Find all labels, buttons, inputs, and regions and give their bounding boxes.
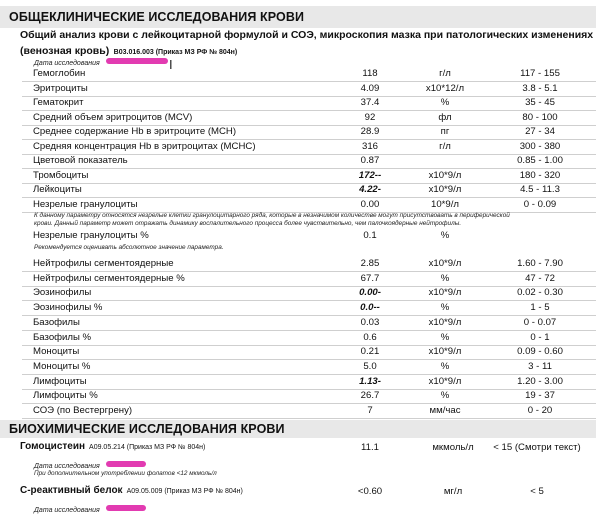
row-ref: 0 - 0.07	[523, 316, 557, 328]
row-ref: 3.8 - 5.1	[522, 82, 558, 94]
row-ref: 35 - 45	[525, 97, 555, 108]
redaction-mark	[106, 58, 168, 64]
row-value: 0.21	[360, 346, 380, 358]
homocysteine-value: 11.1	[361, 442, 379, 453]
row-unit: x10*9/л	[428, 346, 462, 358]
crp-value: <0.60	[357, 486, 383, 497]
biochem-row-crp	[0, 484, 596, 498]
row-value: 0.6	[363, 331, 377, 343]
table-row	[0, 374, 596, 389]
row-ref: 0.85 - 1.00	[517, 155, 563, 166]
crp-unit: мг/л	[443, 486, 463, 497]
row-ref: 80 - 100	[522, 111, 558, 123]
table-row	[0, 139, 596, 154]
row-name: Моноциты %	[33, 360, 91, 372]
row-value: 26.7	[360, 390, 380, 402]
row-name: СОЭ (по Вестергрену)	[33, 405, 133, 416]
table-row	[0, 315, 596, 330]
row-name: Гематокрит	[33, 97, 84, 108]
table-row	[0, 124, 596, 139]
table-row	[0, 256, 596, 271]
test-title-line1: Общий анализ крови с лейкоцитарной формулой и СОЭ, микроскопия мазка при патологических изменениях	[20, 29, 594, 41]
row-unit: %	[440, 230, 450, 241]
row-name: Среднее содержание Hb в эритроците (MCH)	[33, 126, 237, 137]
row-name: Гемоглобин	[33, 68, 86, 79]
homocysteine-ref: < 15 (Смотри текст)	[493, 442, 581, 453]
row-unit: x10*9/л	[428, 375, 462, 387]
row-unit: мм/час	[429, 405, 461, 416]
row-unit: %	[440, 302, 450, 314]
row-ref: 300 - 380	[519, 140, 561, 152]
row-ref: 47 - 72	[525, 272, 555, 284]
row-name: Моноциты	[33, 346, 80, 358]
table-row	[0, 168, 596, 183]
row-unit: x10*9/л	[428, 287, 462, 299]
row-value: 67.7	[360, 272, 380, 284]
row-name: Лейкоциты	[33, 184, 82, 195]
row-name: Лимфоциты	[33, 375, 87, 387]
table-row	[0, 359, 596, 374]
crp-code: A09.05.009 (Приказ МЗ РФ № 804н)	[126, 488, 243, 495]
row-name: Нейтрофилы сегментоядерные	[33, 258, 174, 269]
row-unit: %	[440, 360, 450, 372]
table-row	[0, 271, 596, 286]
row-value: 0.03	[360, 316, 380, 328]
crp-ref: < 5	[530, 486, 544, 497]
row-unit: пг	[440, 126, 450, 137]
row-value: 0.0--	[360, 302, 380, 314]
row-name: Эритроциты	[33, 82, 88, 94]
row-value: 316	[361, 140, 378, 152]
row-ref: 117 - 155	[520, 68, 560, 79]
row-value: 118	[362, 68, 378, 79]
row-unit: x10*9/л	[428, 169, 462, 181]
row-name: Средняя концентрация Hb в эритроцитах (MCHC)	[33, 140, 256, 152]
row-name: Эозинофилы %	[33, 302, 103, 314]
row-unit: %	[440, 97, 450, 108]
row-unit: фл	[438, 111, 452, 123]
row-ref: 0 - 1	[530, 331, 550, 343]
table-row	[0, 300, 596, 315]
row-value: 0.00	[360, 198, 380, 210]
row-unit: %	[440, 331, 450, 343]
row-ref: 0 - 0.09	[523, 198, 557, 210]
row-value: 172--	[358, 169, 382, 181]
table-row	[0, 330, 596, 345]
homocysteine-unit: мкмоль/л	[432, 442, 474, 453]
row-unit: x10*12/л	[425, 82, 465, 94]
row-value: 2.85	[360, 258, 380, 269]
row-ref: 0 - 20	[527, 405, 553, 416]
row-value: 4.22-	[359, 184, 381, 195]
table-row	[0, 153, 596, 168]
row-value: 0.1	[363, 230, 377, 241]
row-value: 37.4	[360, 97, 380, 108]
row-unit: x10*9/л	[428, 184, 462, 195]
row-name: Цветовой показатель	[33, 155, 128, 166]
test-title-line2: (венозная кровь)	[20, 45, 110, 57]
row-value: 92	[364, 111, 376, 123]
row-value: 28.9	[360, 126, 380, 137]
row-name: Базофилы %	[33, 331, 92, 343]
table-row	[0, 110, 596, 125]
section-title-general-blood: ОБЩЕКЛИНИЧЕСКИЕ ИССЛЕДОВАНИЯ КРОВИ	[9, 10, 305, 24]
table-row	[0, 81, 596, 96]
table-row	[0, 388, 596, 403]
table-row	[0, 403, 596, 418]
row-ref: 1 - 5	[530, 302, 550, 314]
table-row	[0, 197, 596, 212]
row-value: 1.13-	[359, 375, 381, 387]
test-code: B03.016.003 (Приказ МЗ РФ № 804н)	[113, 49, 238, 56]
homocysteine-note: При дополнительном употреблении фолатов <12 мкмоль/л	[34, 470, 217, 477]
date-label: Дата исследования	[34, 463, 100, 470]
note-immature-granulocytes-line2: крови. Данный параметр может отражать динамику воспалительного процесса более чувствительно, чем палочкоядерные нейтрофилы.	[34, 220, 462, 227]
row-ref: 3 - 11	[528, 360, 552, 372]
row-name: Лимфоциты %	[33, 390, 98, 402]
row-value: 4.09	[360, 82, 380, 94]
note-immature-granulocytes-line1: К данному параметру относятся незрелые клетки гранулоцитарного ряда, которые в незначимом количестве могут присутствовать в периферической	[34, 212, 510, 219]
row-unit: г/л	[439, 140, 451, 152]
homocysteine-code: A09.05.214 (Приказ МЗ РФ № 804н)	[89, 444, 206, 451]
row-ref: 1.60 - 7.90	[517, 258, 563, 269]
biochem-name	[20, 441, 205, 452]
crp-name: С-реактивный белок	[20, 485, 123, 496]
date-label: Дата исследования	[34, 60, 100, 67]
biochem-name	[20, 485, 243, 496]
row-name: Тромбоциты	[33, 169, 89, 181]
table-row	[0, 285, 596, 300]
row-value: 0.00-	[359, 287, 381, 299]
row-name: Незрелые гранулоциты	[33, 198, 138, 210]
row-unit: 10*9/л	[430, 198, 459, 210]
row-unit: г/л	[439, 68, 451, 79]
row-ref: 19 - 37	[525, 390, 555, 402]
row-ref: 0.09 - 0.60	[517, 346, 563, 358]
row-unit: x10*9/л	[428, 316, 462, 328]
row-ref: 1.20 - 3.00	[517, 375, 563, 387]
homocysteine-name: Гомоцистеин	[20, 441, 86, 452]
table-row	[0, 95, 596, 110]
date-label: Дата исследования	[34, 507, 100, 514]
biochem-row-homocysteine	[0, 440, 596, 454]
row-value: 0.87	[360, 155, 380, 166]
redaction-mark	[106, 461, 146, 467]
table-row	[0, 66, 596, 81]
row-value: 7	[367, 405, 373, 416]
row-ref: 0.02 - 0.30	[517, 287, 563, 299]
row-ref: 180 - 320	[519, 169, 561, 181]
row-value: 5.0	[363, 360, 377, 372]
section-title-biochem: БИОХИМИЧЕСКИЕ ИССЛЕДОВАНИЯ КРОВИ	[9, 422, 285, 436]
table-row	[0, 182, 596, 197]
row-separator	[22, 418, 596, 419]
note-absolute-value: Рекомендуется оценивать абсолютное значение параметра.	[34, 244, 224, 251]
crp-date-line	[34, 499, 146, 517]
text-cursor-icon: I	[169, 57, 173, 72]
row-ref: 27 - 34	[525, 126, 555, 137]
row-name: Средний объем эритроцитов (MCV)	[33, 111, 193, 123]
redaction-mark	[106, 505, 146, 511]
row-name: Эозинофилы	[33, 287, 92, 299]
row-name: Базофилы	[33, 316, 80, 328]
row-unit: %	[440, 390, 450, 402]
row-ref: 4.5 - 11.3	[520, 184, 560, 195]
row-unit: x10*9/л	[428, 258, 462, 269]
table-row	[0, 344, 596, 359]
table-row	[0, 228, 596, 243]
row-unit: %	[440, 272, 450, 284]
row-name: Незрелые гранулоциты %	[33, 230, 149, 241]
row-name: Нейтрофилы сегментоядерные %	[33, 272, 185, 284]
